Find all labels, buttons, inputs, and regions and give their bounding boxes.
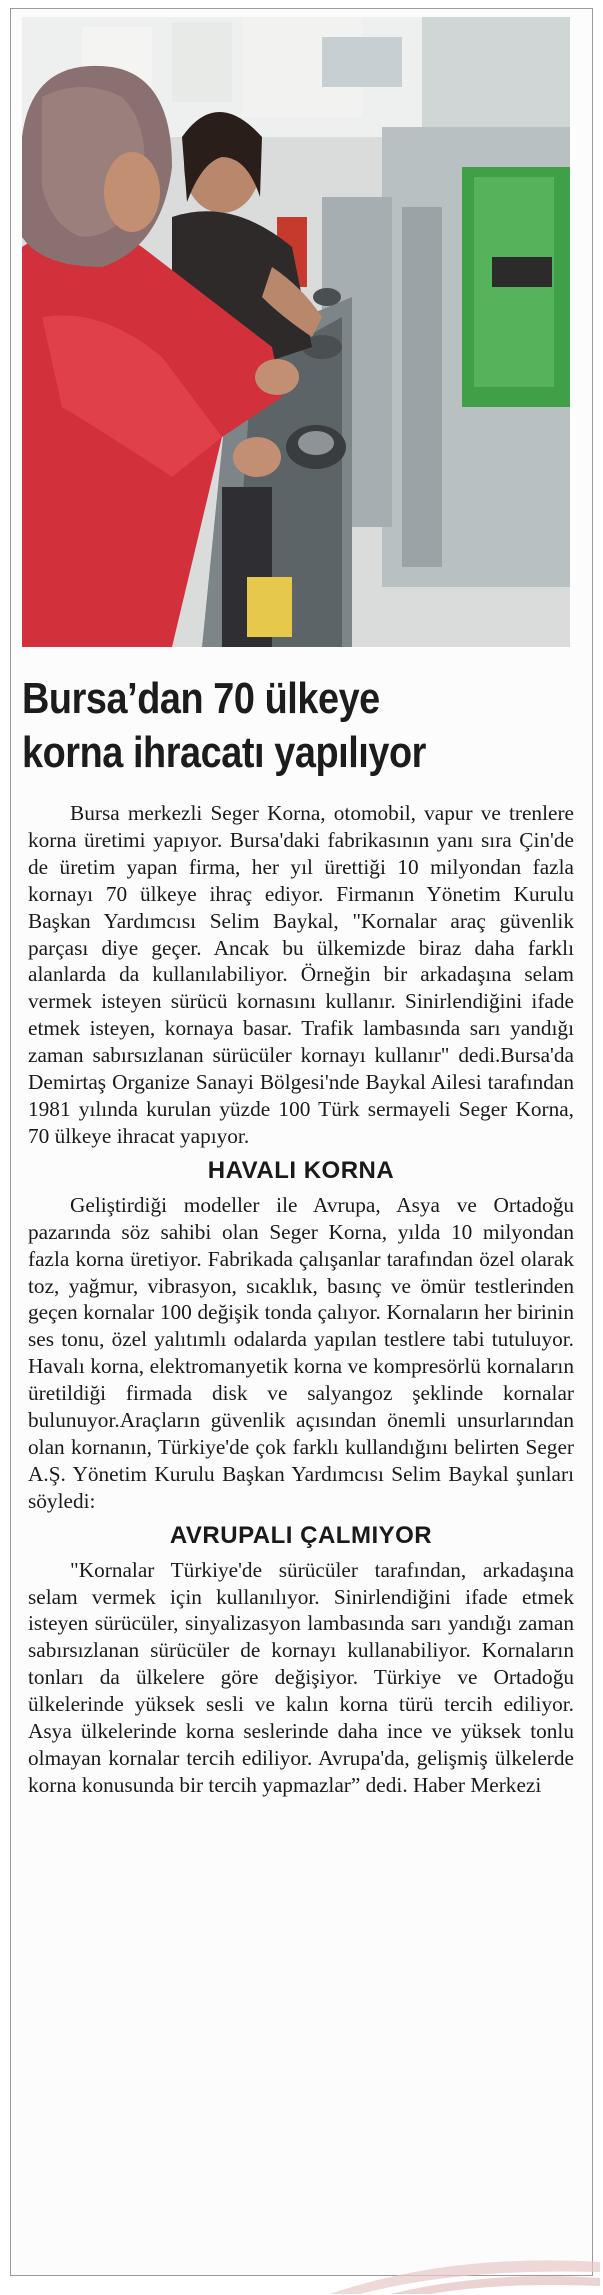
headline-line-2: korna ihracatı yapılıyor — [22, 728, 426, 777]
page-corner-swoosh — [330, 2248, 600, 2294]
subhead-havali-korna: HAVALI KORNA — [207, 1156, 395, 1184]
headline-line-1: Bursa’dan 70 ülkeye — [22, 674, 380, 723]
paragraph-intro: Bursa merkezli Seger Korna, otomobil, vapur ve trenlere korna üretimi yapıyor. Bursa'daki fabrikasının yanı sıra Çin'de de üretim yapan firma, her yıl ürettiği 10 milyondan fazla kornayı 70 ülkeye ihraç ediyor. Firmanın Yönetim Kurulu Başkan Yardımcısı Selim Baykal, "Kornalar araç güvenlik parçası diye geçer. Ancak bu ülkemizde biraz daha farklı alanlarda da kullanılabiliyor. Örneğin bir arkadaşına selam vermek isteyen sürücü kornasını kullanır. Sinirlendiğini ifade etmek isteyen, kornaya basar. Trafik lambasında sarı yandığı zaman sabırsızlanan sürücüler kornayı kullanır" dedi.Bursa'da Demirtaş Organize Sanayi Bölgesi'nde Baykal Ailesi tarafından 1981 yılında kurulan yüzde 100 Türk sermayeli Seger Korna, 70 ülkeye ihracat yapıyor. — [28, 801, 574, 1148]
headline — [22, 672, 504, 780]
subhead-avrupali-calmiyor: AVRUPALI ÇALMIYOR — [169, 1521, 433, 1549]
article-body — [28, 800, 574, 1799]
paragraph-havali: Geliştirdiği modeller ile Avrupa, Asya ve Ortadoğu pazarında söz sahibi olan Seger Korna, yılda 10 milyondan fazla korna üretiyor. Fabrikada çalışanlar tarafından özel olarak toz, yağmur, vibrasyon, sıcaklık, basınç ve ömür testlerinden geçen kornalar 100 değişik tonda çalıyor. Kornaların her birinin ses tonu, özel yalıtımlı odalarda yapılan testlere tabi tutuluyor. Havalı korna, elektromanyetik korna ve kompresörlü kornaların üretildiği firmada disk ve salyangoz şeklinde kornalar bulunuyor.Araçların güvenlik açısından önemli unsurlarından olan kornanın, Türkiye'de çok farklı kullandığını belirten Seger A.Ş. Yönetim Kurulu Başkan Yardımcısı Selim Baykal şunları söyledi: — [28, 1192, 574, 1513]
factory-workers-photo — [22, 17, 570, 647]
paragraph-avrupali: "Kornalar Türkiye'de sürücüler tarafından, arkadaşına selam vermek için kullanılıyor. Sinirlendiğini ifade etmek isteyen sürücüler, sinyalizasyon lambasında sarı yandığı zaman sabırsızlanan sürücüler de kornayı kullanabiliyor. Kornaların tonları da ülkelere göre değişiyor. Türkiye ve Ortadoğu ülkelerinde yüksek sesli ve kalın korna türü tercih ediliyor. Asya ülkelerinde korna seslerinde daha ince ve yüksek tonlu olmayan kornalar tercih ediliyor. Avrupa'da, gelişmiş ülkelerde korna konusunda bir tercih yapmazlar” dedi. Haber Merkezi — [28, 1557, 574, 1797]
